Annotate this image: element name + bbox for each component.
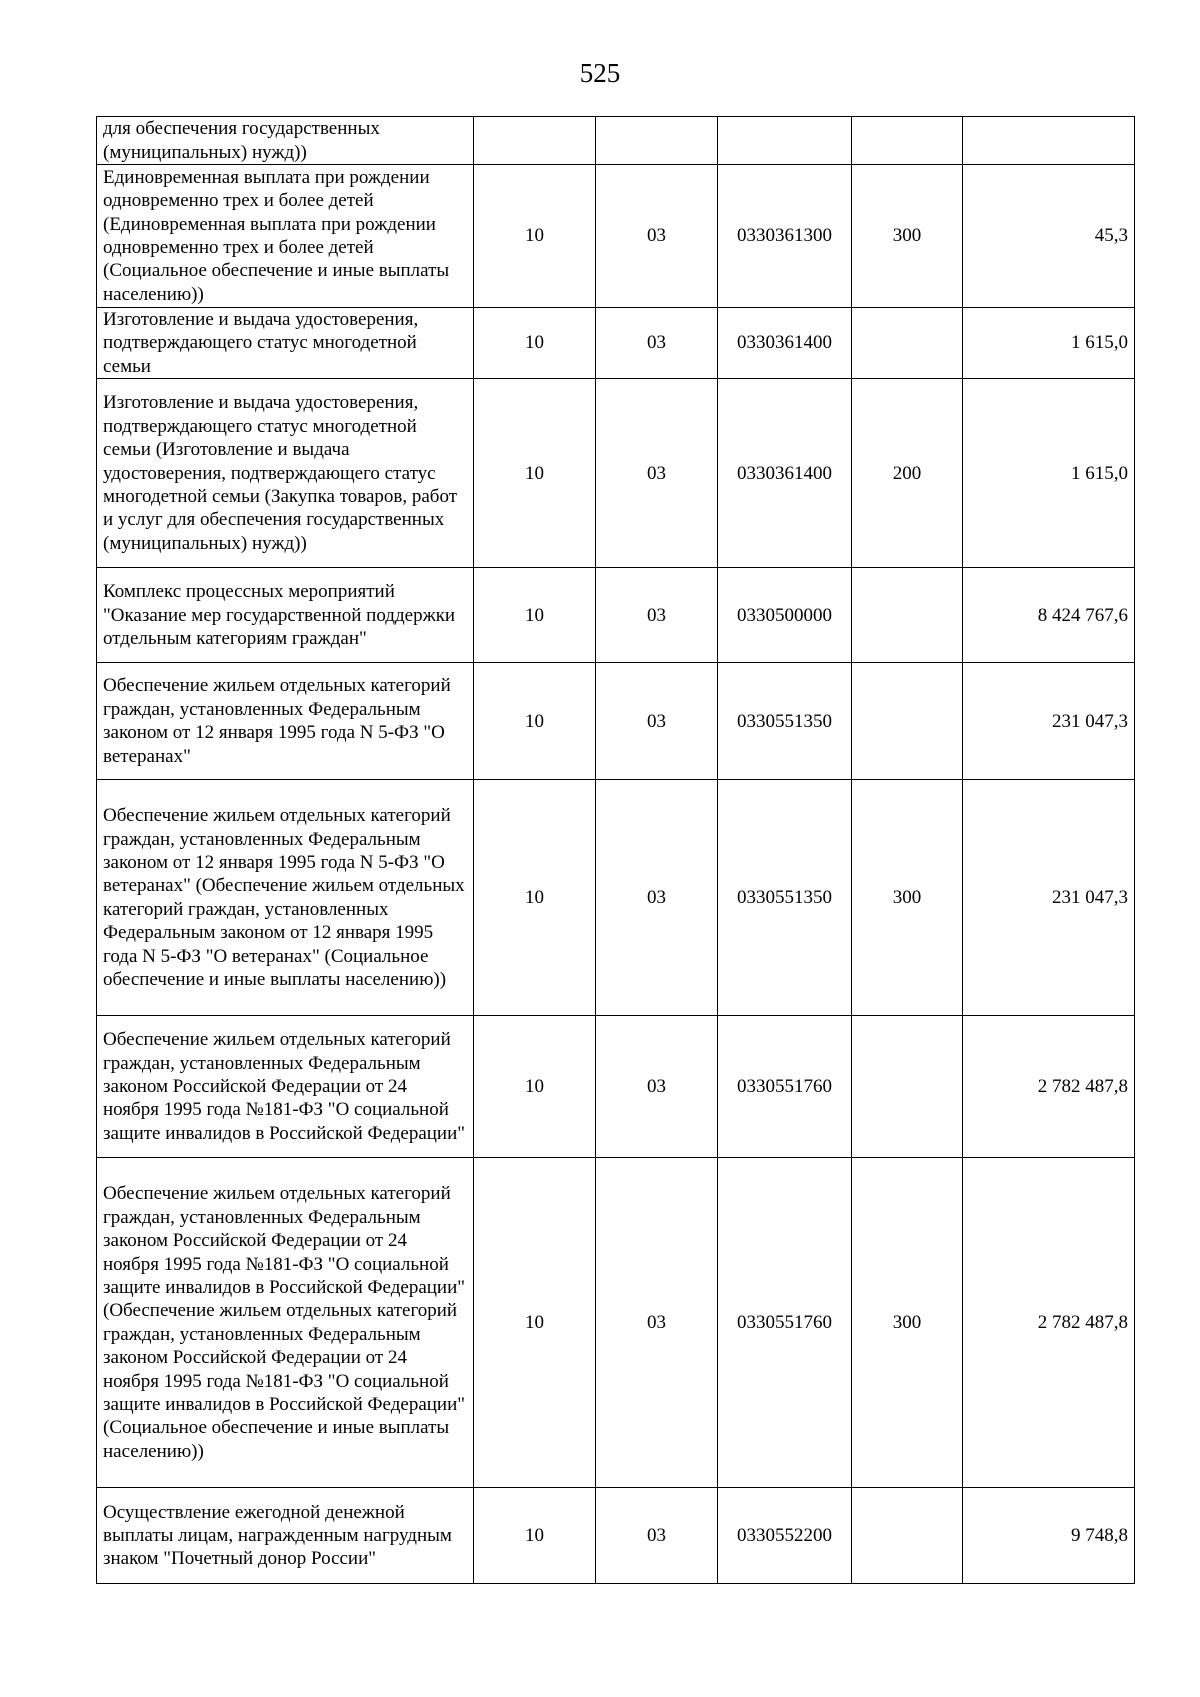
row-name-cell: Осуществление ежегодной денежной выплаты лицам, награжденным нагрудным знаком "Почетный донор России" (97, 1488, 474, 1584)
row-target-article-cell: 0330551760 (718, 1016, 852, 1158)
row-section-cell: 10 (474, 663, 596, 780)
row-name-cell: Изготовление и выдача удостоверения, подтверждающего статус многодетной семьи (97, 308, 474, 379)
row-target-article-cell: 0330551760 (718, 1158, 852, 1488)
budget-table (96, 116, 1135, 1584)
row-subsection-cell: 03 (596, 308, 718, 379)
row-expense-type-cell: 300 (852, 780, 963, 1016)
row-name-cell: Обеспечение жильем отдельных категорий граждан, установленных Федеральным законом от 12 января 1995 года N 5-ФЗ "О ветеранах" (97, 663, 474, 780)
row-section-cell: 10 (474, 1158, 596, 1488)
page-number: 525 (579, 58, 621, 88)
row-section-cell: 10 (474, 308, 596, 379)
row-expense-type-cell (852, 117, 963, 165)
row-amount-cell: 2 782 487,8 (963, 1016, 1135, 1158)
row-expense-type-cell: 200 (852, 379, 963, 568)
table-row (97, 117, 1135, 165)
table-body (97, 117, 1135, 1584)
row-subsection-cell: 03 (596, 1158, 718, 1488)
table-row (97, 379, 1135, 568)
row-name-cell: Обеспечение жильем отдельных категорий граждан, установленных Федеральным законом Российской Федерации от 24 ноября 1995 года №181-ФЗ "О социальной защите инвалидов в Российской Федерации" (Обеспечение жильем отдельных категорий граждан, установленных Федеральным законом Российской Федерации от 24 ноября 1995 года №181-ФЗ "О социальной защите инвалидов в Российской Федерации" (Социальное обеспечение и иные выплаты населению)) (97, 1158, 474, 1488)
row-subsection-cell (596, 117, 718, 165)
row-expense-type-cell (852, 308, 963, 379)
row-section-cell (474, 117, 596, 165)
row-expense-type-cell: 300 (852, 165, 963, 308)
row-name-cell: Изготовление и выдача удостоверения, подтверждающего статус многодетной семьи (Изготовление и выдача удостоверения, подтверждающего статус многодетной семьи (Закупка товаров, работ и услуг для обеспечения государственных (муниципальных) нужд)) (97, 379, 474, 568)
row-section-cell: 10 (474, 1488, 596, 1584)
row-name-cell: Обеспечение жильем отдельных категорий граждан, установленных Федеральным законом от 12 января 1995 года N 5-ФЗ "О ветеранах" (Обеспечение жильем отдельных категорий граждан, установленных Федеральным законом от 12 января 1995 года N 5-ФЗ "О ветеранах" (Социальное обеспечение и иные выплаты населению)) (97, 780, 474, 1016)
row-section-cell: 10 (474, 1016, 596, 1158)
row-target-article-cell (718, 117, 852, 165)
row-amount-cell: 231 047,3 (963, 780, 1135, 1016)
row-amount-cell: 45,3 (963, 165, 1135, 308)
row-section-cell: 10 (474, 568, 596, 663)
row-section-cell: 10 (474, 379, 596, 568)
row-expense-type-cell: 300 (852, 1158, 963, 1488)
row-amount-cell: 1 615,0 (963, 379, 1135, 568)
row-target-article-cell: 0330551350 (718, 780, 852, 1016)
row-target-article-cell: 0330361400 (718, 379, 852, 568)
row-expense-type-cell (852, 1488, 963, 1584)
row-amount-cell: 2 782 487,8 (963, 1158, 1135, 1488)
row-subsection-cell: 03 (596, 165, 718, 308)
row-name-cell: Комплекс процессных мероприятий "Оказание мер государственной поддержки отдельным категориям граждан" (97, 568, 474, 663)
row-expense-type-cell (852, 568, 963, 663)
row-subsection-cell: 03 (596, 1488, 718, 1584)
table-row (97, 1488, 1135, 1584)
row-target-article-cell: 0330500000 (718, 568, 852, 663)
row-subsection-cell: 03 (596, 568, 718, 663)
row-target-article-cell: 0330361400 (718, 308, 852, 379)
row-subsection-cell: 03 (596, 1016, 718, 1158)
row-name-cell: для обеспечения государственных (муниципальных) нужд)) (97, 117, 474, 165)
row-amount-cell: 231 047,3 (963, 663, 1135, 780)
table-row (97, 1016, 1135, 1158)
table-row (97, 568, 1135, 663)
row-target-article-cell: 0330361300 (718, 165, 852, 308)
table-row (97, 663, 1135, 780)
row-amount-cell: 8 424 767,6 (963, 568, 1135, 663)
row-target-article-cell: 0330551350 (718, 663, 852, 780)
row-section-cell: 10 (474, 165, 596, 308)
row-amount-cell (963, 117, 1135, 165)
row-name-cell: Единовременная выплата при рождении одновременно трех и более детей (Единовременная выплата при рождении одновременно трех и более детей (Социальное обеспечение и иные выплаты населению)) (97, 165, 474, 308)
row-subsection-cell: 03 (596, 379, 718, 568)
row-amount-cell: 1 615,0 (963, 308, 1135, 379)
row-expense-type-cell (852, 663, 963, 780)
row-name-cell: Обеспечение жильем отдельных категорий граждан, установленных Федеральным законом Российской Федерации от 24 ноября 1995 года №181-ФЗ "О социальной защите инвалидов в Российской Федерации" (97, 1016, 474, 1158)
row-subsection-cell: 03 (596, 780, 718, 1016)
table-row (97, 780, 1135, 1016)
table-row (97, 308, 1135, 379)
row-subsection-cell: 03 (596, 663, 718, 780)
row-section-cell: 10 (474, 780, 596, 1016)
row-expense-type-cell (852, 1016, 963, 1158)
table-row (97, 1158, 1135, 1488)
table-row (97, 165, 1135, 308)
row-amount-cell: 9 748,8 (963, 1488, 1135, 1584)
row-target-article-cell: 0330552200 (718, 1488, 852, 1584)
